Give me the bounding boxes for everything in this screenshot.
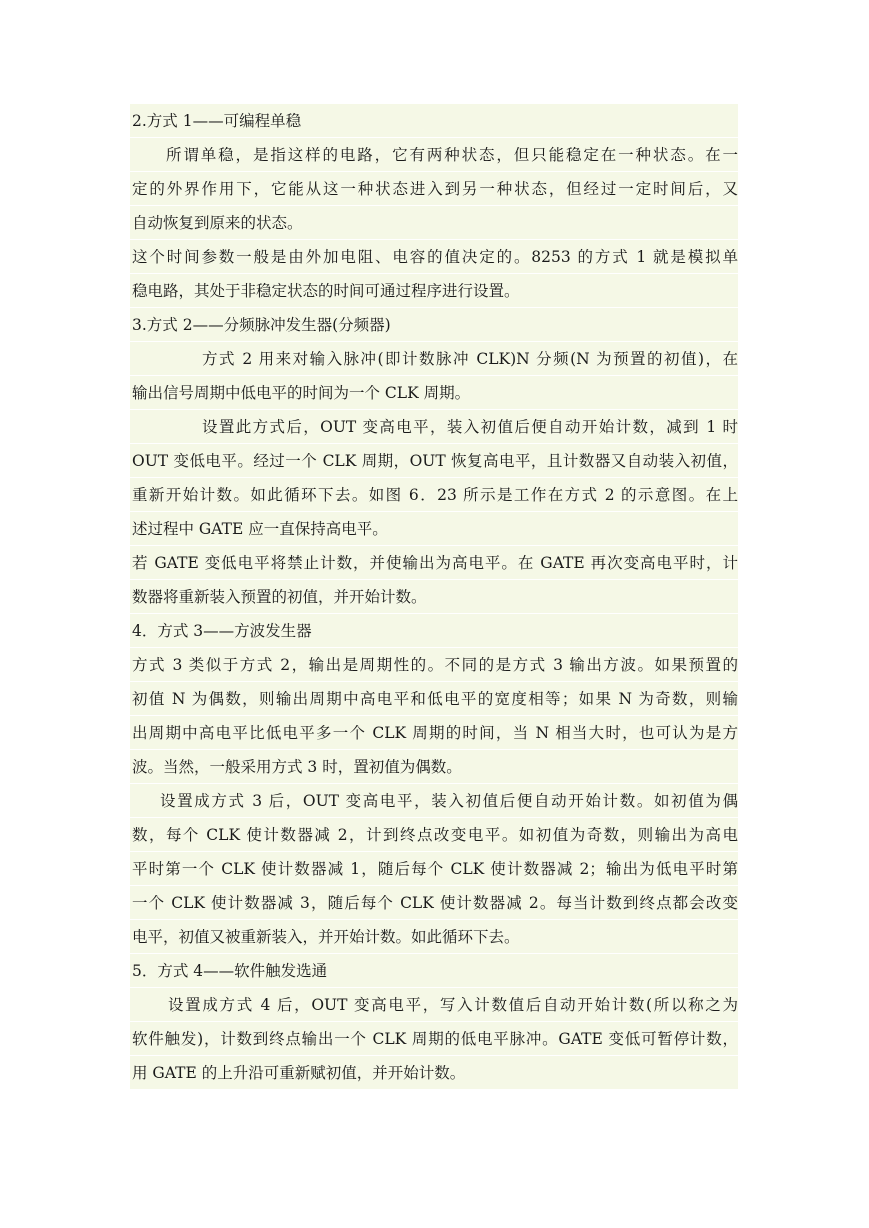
text-line: 数器将重新装入预置的初值，并开始计数。	[130, 580, 738, 614]
text-line: 设置成方式 3 后，OUT 变高电平，装入初值后便自动开始计数。如初值为偶	[130, 784, 738, 818]
section-heading-mode4: 5．方式 4——软件触发选通	[130, 954, 738, 988]
text-line: 一个 CLK 使计数器减 3，随后每个 CLK 使计数器减 2。每当计数到终点都会改变	[130, 886, 738, 920]
text-line: 波。当然，一般采用方式 3 时，置初值为偶数。	[130, 750, 738, 784]
text-line: 设置成方式 4 后，OUT 变高电平，写入计数值后自动开始计数(所以称之为	[130, 988, 738, 1022]
text-line: 述过程中 GATE 应一直保持高电平。	[130, 512, 738, 546]
text-line: 方式 3 类似于方式 2，输出是周期性的。不同的是方式 3 输出方波。如果预置的	[130, 648, 738, 682]
text-line: 平时第一个 CLK 使计数器减 1，随后每个 CLK 使计数器减 2；输出为低电平时第	[130, 852, 738, 886]
text-line: 这个时间参数一般是由外加电阻、电容的值决定的。8253 的方式 1 就是模拟单	[130, 240, 738, 274]
text-line: 数，每个 CLK 使计数器减 2，计到终点改变电平。如初值为奇数，则输出为高电	[130, 818, 738, 852]
section-heading-mode2: 3.方式 2——分频脉冲发生器(分频器)	[130, 308, 738, 342]
text-line: 所谓单稳，是指这样的电路，它有两种状态，但只能稳定在一种状态。在一	[130, 138, 738, 172]
text-line: 输出信号周期中低电平的时间为一个 CLK 周期。	[130, 376, 738, 410]
text-line: OUT 变低电平。经过一个 CLK 周期，OUT 恢复高电平，且计数器又自动装入初值，	[130, 444, 738, 478]
text-line: 设置此方式后，OUT 变高电平，装入初值后便自动开始计数，减到 1 时	[130, 410, 738, 444]
text-line: 稳电路，其处于非稳定状态的时间可通过程序进行设置。	[130, 274, 738, 308]
text-line: 重新开始计数。如此循环下去。如图 6．23 所示是工作在方式 2 的示意图。在上	[130, 478, 738, 512]
text-line: 用 GATE 的上升沿可重新赋初值，并开始计数。	[130, 1056, 738, 1090]
text-line: 若 GATE 变低电平将禁止计数，并使输出为高电平。在 GATE 再次变高电平时，计	[130, 546, 738, 580]
text-line: 软件触发)，计数到终点输出一个 CLK 周期的低电平脉冲。GATE 变低可暂停计数，	[130, 1022, 738, 1056]
text-line: 定的外界作用下，它能从这一种状态进入到另一种状态，但经过一定时间后，又	[130, 172, 738, 206]
text-line: 初值 N 为偶数，则输出周期中高电平和低电平的宽度相等；如果 N 为奇数，则输	[130, 682, 738, 716]
text-line: 方式 2 用来对输入脉冲(即计数脉冲 CLK)N 分频(N 为预置的初值)，在	[130, 342, 738, 376]
text-line: 自动恢复到原来的状态。	[130, 206, 738, 240]
document-body	[130, 104, 738, 1090]
text-line: 电平，初值又被重新装入，并开始计数。如此循环下去。	[130, 920, 738, 954]
section-heading-mode1: 2.方式 1——可编程单稳	[130, 104, 738, 138]
section-heading-mode3: 4．方式 3——方波发生器	[130, 614, 738, 648]
text-line: 出周期中高电平比低电平多一个 CLK 周期的时间，当 N 相当大时，也可认为是方	[130, 716, 738, 750]
